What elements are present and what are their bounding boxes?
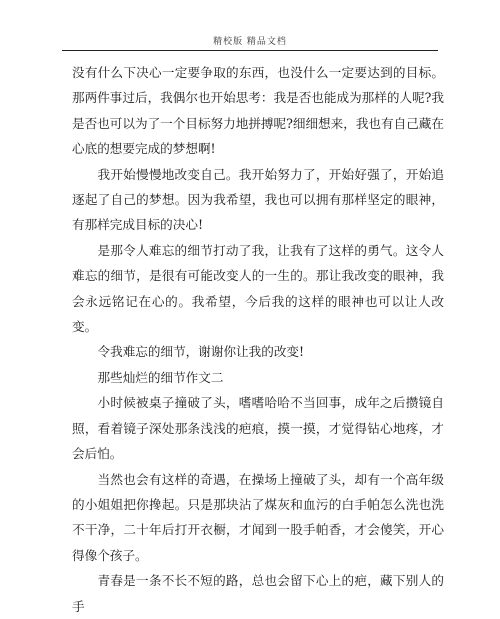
paragraph: 我开始慢慢地改变自己。我开始努力了，开始好强了，开始追逐起了自己的梦想。因为我希望，我也可以拥有那样坚定的眼神，有那样完成目标的决心! bbox=[72, 166, 444, 233]
paragraph: 令我难忘的细节，谢谢你让我的改变! bbox=[97, 344, 305, 360]
section-heading: 那些灿烂的细节作文二 bbox=[97, 369, 224, 385]
paragraph: 是那令人难忘的细节打动了我，让我有了这样的勇气。这令人难忘的细节，是很有可能改变人的一生的。那让我改变的眼神，我会永远铭记在心的。我希望，今后我的这样的眼神也可以让人改变。 bbox=[72, 242, 444, 335]
header-divider bbox=[62, 50, 438, 51]
paragraph: 小时候被桌子撞破了头，嗜嗜哈哈不当回事，成年之后攒镜自照，看着镜子深处那条浅浅的疤痕，摸一摸，才觉得钻心地疼，才会后怕。 bbox=[72, 395, 444, 462]
paragraph: 青春是一条不长不短的路，总也会留下心上的疤，藏下别人的手 bbox=[72, 573, 444, 614]
paragraph: 当然也会有这样的奇遇，在操场上撞破了头，却有一个高年级的小姐姐把你搀起。只是那块沾了煤灰和血污的白手帕怎么洗也洗不干净，二十年后打开衣橱，才闻到一股手帕香，才会傻笑，开心得像个孩子。 bbox=[72, 471, 444, 563]
document-body bbox=[72, 60, 444, 619]
paragraph: 没有什么下决心一定要争取的东西，也没什么一定要达到的目标。那两件事过后，我偶尔也开始思考：我是否也能成为那样的人呢?我是否也可以为了一个目标努力地拼搏呢?细细想来，我也有自己藏在心底的想要完成的梦想啊! bbox=[72, 65, 444, 157]
page-header: 精校版 精品文档 bbox=[213, 37, 287, 47]
